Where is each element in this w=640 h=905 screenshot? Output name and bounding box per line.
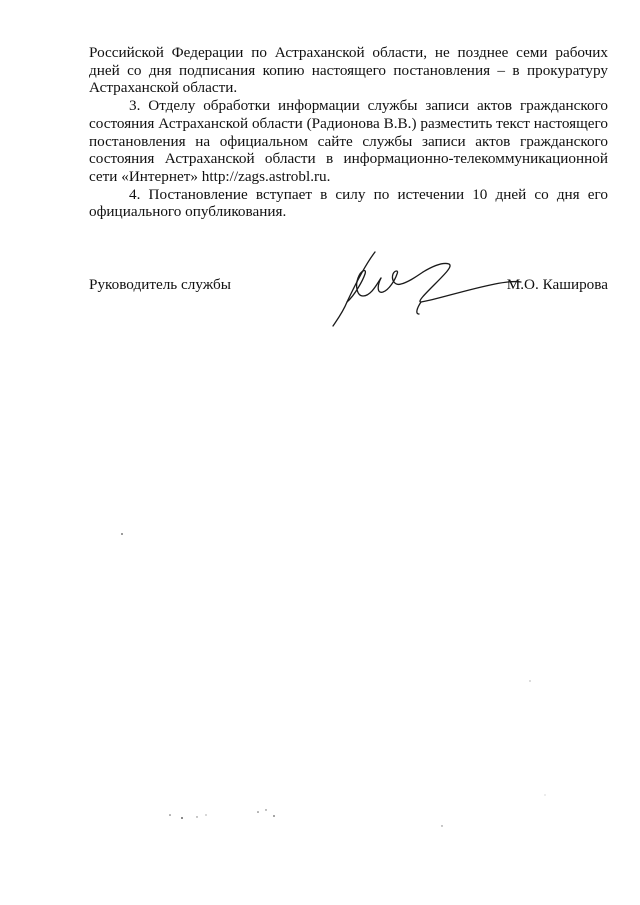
signature-stroke-1	[333, 252, 375, 326]
paragraph-item-4: 4. Постановление вступает в силу по истечении 10 дней со дня его официального опубликования.	[89, 185, 608, 221]
document-body	[89, 44, 608, 221]
signature-stroke-3	[378, 271, 423, 292]
signature-stroke-5	[417, 302, 421, 314]
handwritten-signature	[325, 240, 525, 330]
paragraph-item-3: 3. Отделу обработки информации службы записи актов гражданского состояния Астраханской области (Радионова В.В.) разместить текст настоящего постановления на официальном сайте службы записи актов гражданского состояния Астраханской области в информационно-телекоммуникационной сети «Интернет» http://zags.astrobl.ru.	[89, 97, 608, 185]
signatory-role: Руководитель службы	[89, 276, 231, 293]
paragraph-continuation: Российской Федерации по Астраханской области, не позднее семи рабочих дней со дня подписания копию настоящего постановления – в прокуратуру Астраханской области.	[89, 44, 608, 97]
signature-stroke-4	[420, 263, 521, 302]
signatory-name: М.О. Каширова	[506, 276, 608, 293]
signature-stroke-2	[347, 271, 381, 302]
